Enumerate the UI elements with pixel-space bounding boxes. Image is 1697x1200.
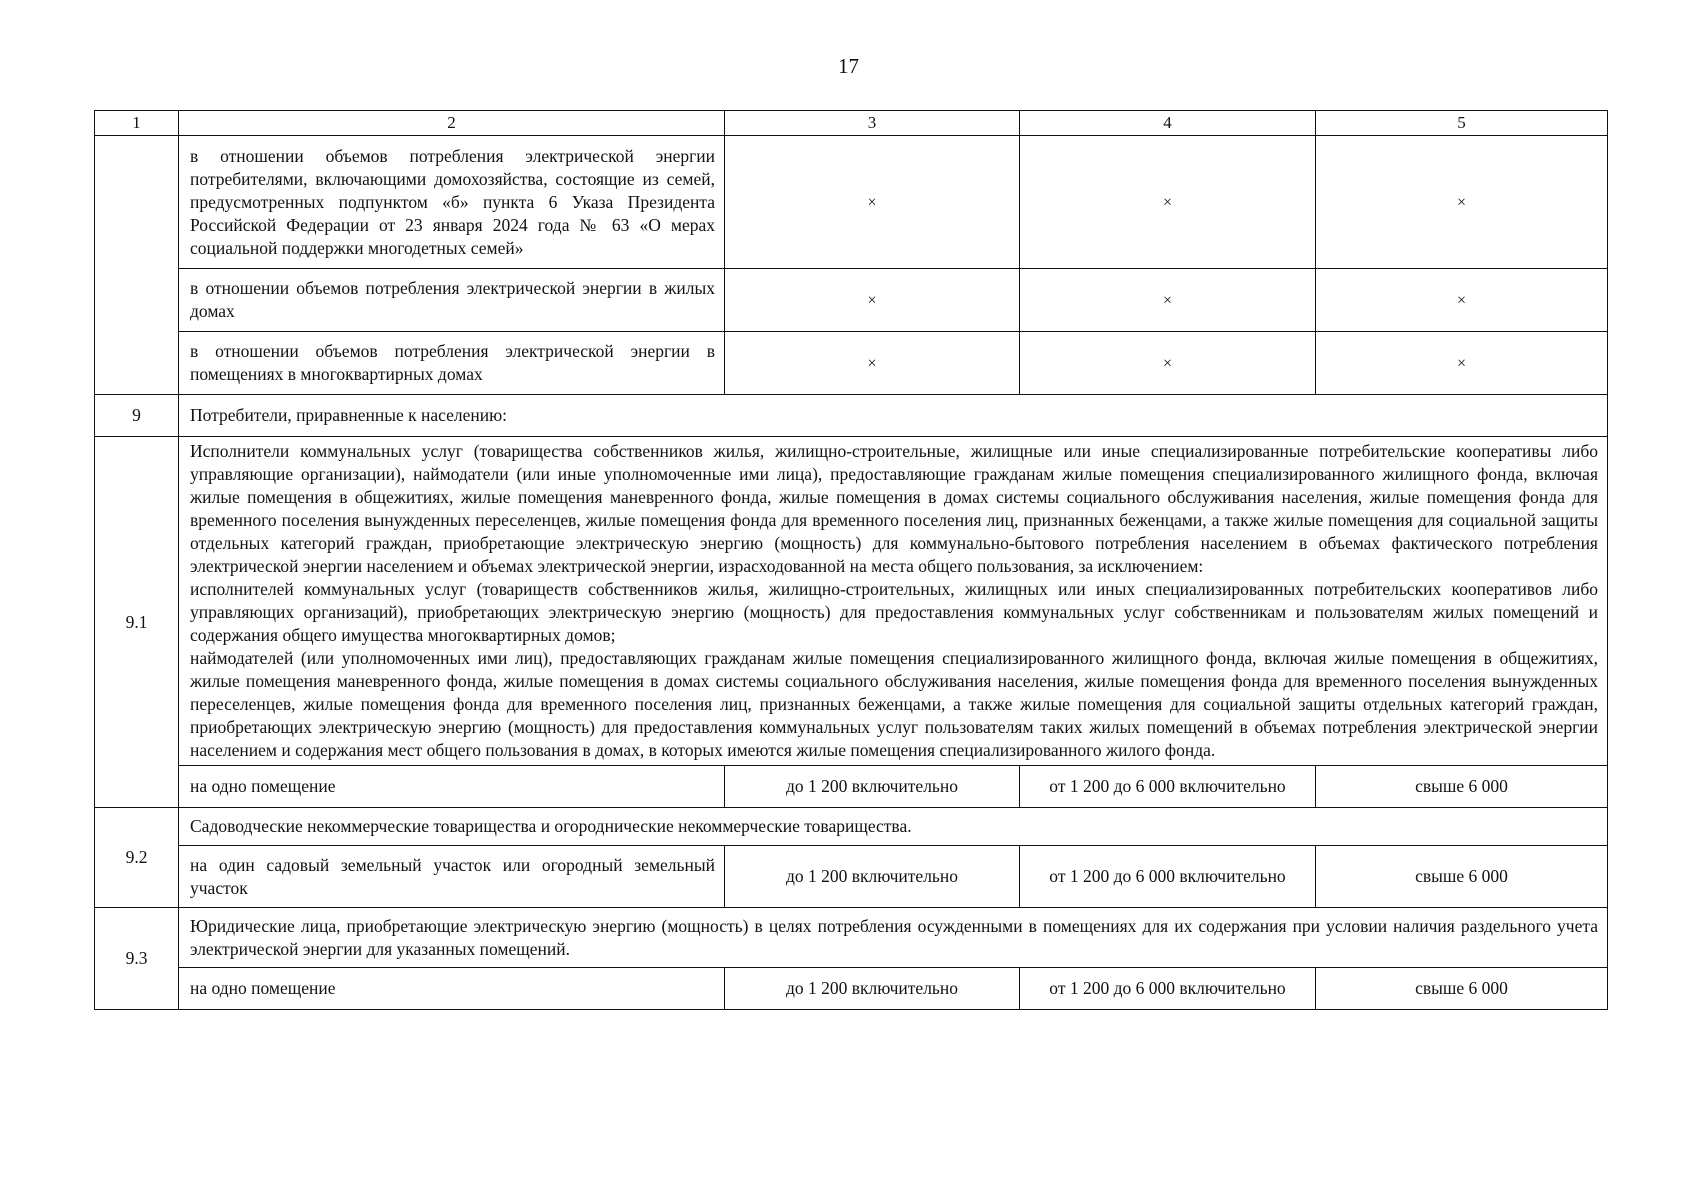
range-low: до 1 200 включительно [725,846,1020,908]
row-description: в отношении объемов потребления электрической энергии потребителями, включающими домохозяйства, состоящие из семей, предусмотренных подпунктом «б» пункта 6 Указа Президента Российской Федерации от 23 января 2024 года № 63 «О мерах социальной поддержки многодетных семей» [179,136,725,269]
section-title: Потребители, приравненные к населению: [179,395,1608,437]
table-row [95,846,1608,908]
section-number: 9.2 [95,808,179,908]
table-row [95,332,1608,395]
section-title: Садоводческие некоммерческие товарищества и огороднические некоммерческие товарищества. [179,808,1608,846]
cross-mark: × [1020,269,1316,332]
cross-mark: × [1316,269,1608,332]
paragraph: Исполнители коммунальных услуг (товарищества собственников жилья, жилищно-строительные, жилищные или иные специализированные потребительские кооперативы либо управляющие организации), наймодатели (или иные уполномоченные ими лица), предоставляющие гражданам жилые помещения специализированного жилищного фонда, включая жилые помещения в общежитиях, жилые помещения маневренного фонда, жилые помещения в домах системы социального обслуживания населения, жилые помещения фонда для временного поселения вынужденных переселенцев, жилые помещения фонда для временного поселения лиц, признанных беженцами, а также жилые помещения для социальной защиты отдельных категорий граждан, приобретающие электрическую энергию (мощность) для коммунально-бытового потребления населением в объемах фактического потребления электрической энергии населением и объемах электрической энергии, израсходованной на места общего пользования, за исключением: [190,441,1598,576]
cross-mark: × [725,136,1020,269]
unit-label: на одно помещение [179,766,725,808]
range-low: до 1 200 включительно [725,968,1020,1010]
table-row [95,766,1608,808]
range-mid: от 1 200 до 6 000 включительно [1020,766,1316,808]
table-row [95,968,1608,1010]
cross-mark: × [1020,332,1316,395]
page-number: 17 [838,54,859,78]
section-title: Юридические лица, приобретающие электрическую энергию (мощность) в целях потребления осужденными в помещениях для их содержания при условии наличия раздельного учета электрической энергии для указанных помещений. [179,908,1608,968]
paragraph: наймодателей (или уполномоченных ими лиц), предоставляющих гражданам жилые помещения специализированного жилищного фонда, включая жилые помещения в общежитиях, жилые помещения маневренного фонда, жилые помещения в домах системы социального обслуживания населения, жилые помещения фонда для временного поселения вынужденных переселенцев, жилые помещения фонда для временного поселения лиц, признанных беженцами, а также жилые помещения для социальной защиты отдельных категорий граждан, приобретающих электрическую энергию (мощность) для предоставления коммунальных услуг пользователям таких жилых помещений в объемах потребления электрической энергии населением и содержания мест общего пользования в домах, в которых имеются жилые помещения специализированного жилого фонда. [190,648,1598,760]
cross-mark: × [725,332,1020,395]
header-row [95,111,1608,136]
unit-label: на один садовый земельный участок или огородный земельный участок [179,846,725,908]
cross-mark: × [1316,332,1608,395]
range-low: до 1 200 включительно [725,766,1020,808]
table-row [95,269,1608,332]
header-col-1: 1 [95,111,179,136]
row-description: в отношении объемов потребления электрической энергии в жилых домах [179,269,725,332]
section-9-2-row [95,808,1608,846]
range-mid: от 1 200 до 6 000 включительно [1020,846,1316,908]
range-mid: от 1 200 до 6 000 включительно [1020,968,1316,1010]
section-9-1-row [95,437,1608,766]
section-number: 9 [95,395,179,437]
table-row [95,136,1608,269]
range-high: свыше 6 000 [1316,846,1608,908]
section-9-3-row [95,908,1608,968]
unit-label: на одно помещение [179,968,725,1010]
header-col-5: 5 [1316,111,1608,136]
cross-mark: × [1316,136,1608,269]
section-description [179,437,1608,766]
tariff-table [94,110,1608,1010]
section-9-row [95,395,1608,437]
row-description: в отношении объемов потребления электрической энергии в помещениях в многоквартирных домах [179,332,725,395]
header-col-3: 3 [725,111,1020,136]
cross-mark: × [1020,136,1316,269]
header-col-4: 4 [1020,111,1316,136]
header-col-2: 2 [179,111,725,136]
range-high: свыше 6 000 [1316,766,1608,808]
section-number: 9.3 [95,908,179,1010]
range-high: свыше 6 000 [1316,968,1608,1010]
empty-number-cell [95,136,179,395]
cross-mark: × [725,269,1020,332]
section-number: 9.1 [95,437,179,808]
paragraph: исполнителей коммунальных услуг (товариществ собственников жилья, жилищно-строительных, жилищных или иных специализированных потребительских кооперативов либо управляющих организаций), приобретающих электрическую энергию (мощность) для предоставления коммунальных услуг собственникам и пользователям жилых помещений и содержания общего имущества многоквартирных домов; [190,579,1598,645]
